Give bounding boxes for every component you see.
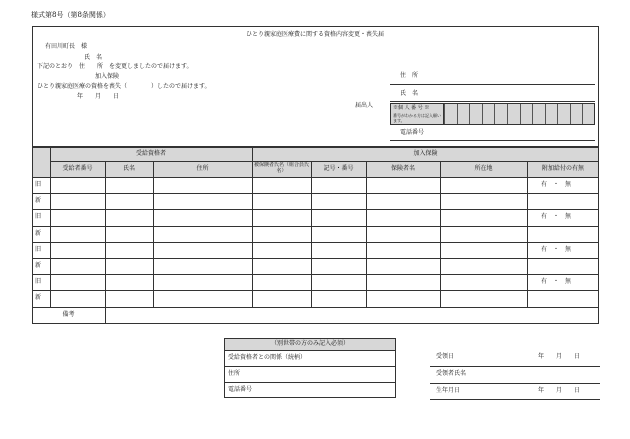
table-cell[interactable] — [440, 242, 527, 258]
form-title: ひとり親家庭医療費に関する資格内容変更・喪失届 — [245, 31, 384, 38]
phone-underline — [390, 140, 595, 141]
table-cell[interactable] — [105, 209, 153, 225]
table-cell[interactable] — [527, 226, 599, 242]
table-cell[interactable] — [252, 177, 311, 193]
table-cell[interactable] — [105, 193, 153, 209]
row-label: 旧 — [35, 245, 42, 253]
table-cell[interactable] — [252, 290, 311, 306]
row-label: 新 — [35, 262, 42, 269]
table-cell[interactable] — [153, 209, 252, 225]
table-cell[interactable] — [440, 226, 527, 242]
change-statement: 下記のとおり 住 所 を変更しましたので届けます。 — [37, 63, 193, 70]
table-cell[interactable] — [366, 242, 440, 258]
mynumber-digit-box[interactable] — [532, 104, 545, 124]
table-cell[interactable] — [105, 274, 153, 290]
table-cell[interactable] — [311, 193, 366, 209]
group-header-recipient: 受給資格者 — [135, 149, 166, 157]
table-cell[interactable] — [366, 193, 440, 209]
table-cell[interactable] — [50, 242, 105, 258]
table-cell[interactable] — [153, 242, 252, 258]
table-cell[interactable] — [50, 258, 105, 274]
remarks-field[interactable] — [105, 307, 599, 324]
table-cell[interactable] — [440, 290, 527, 306]
separate-row-field[interactable] — [224, 350, 396, 366]
address-underline — [390, 84, 595, 85]
row-label: 旧 — [35, 181, 42, 188]
table-cell[interactable] — [527, 242, 599, 258]
mynumber-digit-box[interactable] — [507, 104, 520, 124]
row-label: 旧 — [35, 213, 42, 221]
change-insurance: 加入保険 — [95, 73, 120, 80]
column-header: 所在地 — [474, 164, 493, 172]
table-cell[interactable] — [311, 226, 366, 242]
receiver-name-label: 受領者氏名 — [436, 370, 467, 377]
mynumber-digit-box[interactable] — [545, 104, 558, 124]
column-header: 保険者名 — [390, 164, 415, 172]
table-cell[interactable] — [105, 177, 153, 193]
table-cell[interactable] — [50, 226, 105, 242]
table-cell[interactable] — [311, 290, 366, 306]
table-cell[interactable] — [440, 274, 527, 290]
applicant-label: 届出人 — [355, 102, 374, 109]
table-cell[interactable] — [50, 193, 105, 209]
table-cell[interactable] — [366, 209, 440, 225]
supplementary-benefit-choice[interactable]: 有 ・ 無 — [541, 181, 572, 188]
mynumber-digit-box[interactable] — [457, 104, 470, 124]
table-cell[interactable] — [311, 242, 366, 258]
applicant-name-label: 氏 名 — [400, 90, 419, 97]
supplementary-benefit-choice[interactable]: 有 ・ 無 — [541, 278, 572, 286]
table-cell[interactable] — [153, 274, 252, 290]
table-cell[interactable] — [105, 258, 153, 274]
group-header-insurance: 加入保険 — [413, 149, 438, 157]
table-cell[interactable] — [252, 193, 311, 209]
table-cell[interactable] — [153, 258, 252, 274]
table-cell[interactable] — [252, 274, 311, 290]
table-cell[interactable] — [366, 226, 440, 242]
mynumber-digit-box[interactable] — [444, 104, 457, 124]
table-cell[interactable] — [527, 258, 599, 274]
table-cell[interactable] — [527, 209, 599, 225]
row-label: 新 — [35, 294, 42, 302]
table-cell[interactable] — [252, 242, 311, 258]
birthdate-line — [430, 399, 600, 400]
table-cell[interactable] — [527, 274, 599, 290]
name-underline — [390, 101, 595, 102]
addressee-text: 有田川町長 様 — [45, 43, 88, 50]
group-vdivider — [252, 147, 253, 161]
mynumber-digit-box[interactable] — [469, 104, 482, 124]
loss-statement: ひとり親家庭医療の資格を喪失（ ）したので届けます。 — [37, 83, 211, 90]
reception-date-label: 受領日 — [436, 353, 455, 360]
mynumber-note: 番号がわかる方は記入願います。 — [393, 113, 441, 123]
separate-row-field[interactable] — [224, 382, 396, 398]
table-cell[interactable] — [366, 177, 440, 193]
table-cell[interactable] — [105, 290, 153, 306]
column-header: 記号・番号 — [323, 164, 354, 172]
separate-title: （別世帯の方のみ記入必須） — [270, 339, 349, 347]
table-cell[interactable] — [153, 177, 252, 193]
supplementary-benefit-choice[interactable]: 有 ・ 無 — [541, 245, 572, 253]
column-header: 受給者番号 — [62, 164, 93, 172]
table-cell[interactable] — [50, 274, 105, 290]
table-cell[interactable] — [153, 290, 252, 306]
table-cell[interactable] — [311, 258, 366, 274]
table-cell[interactable] — [50, 209, 105, 225]
table-cell[interactable] — [366, 290, 440, 306]
column-header: 被保険者氏名（組合員氏名） — [253, 162, 309, 174]
table-cell[interactable] — [252, 226, 311, 242]
mynumber-digit-box[interactable] — [570, 104, 583, 124]
table-cell[interactable] — [527, 177, 599, 193]
table-cell[interactable] — [252, 209, 311, 225]
table-cell[interactable] — [311, 177, 366, 193]
supplementary-benefit-choice[interactable]: 有 ・ 無 — [541, 213, 572, 221]
table-cell[interactable] — [105, 242, 153, 258]
table-cell[interactable] — [527, 290, 599, 306]
mynumber-digit-box[interactable] — [482, 104, 495, 124]
mynumber-digit-box[interactable] — [520, 104, 533, 124]
table-cell[interactable] — [366, 258, 440, 274]
mynumber-label-cell — [391, 104, 444, 124]
table-cell[interactable] — [153, 193, 252, 209]
form-number: 様式第8号（第8条関係） — [31, 11, 110, 19]
separate-row-label: 受給資格者との関係（続柄） — [228, 354, 307, 361]
reception-date-line — [430, 366, 600, 367]
column-header: 氏名 — [122, 164, 135, 172]
row-label: 旧 — [35, 278, 42, 286]
separate-row-label: 住所 — [228, 370, 241, 377]
submission-date: 年 月 日 — [77, 93, 120, 100]
reception-date-ymd: 年 月 日 — [538, 353, 581, 360]
table-cell[interactable] — [50, 177, 105, 193]
header-name-label: 氏 名 — [84, 54, 103, 61]
row-label: 新 — [35, 229, 42, 237]
receiver-name-line — [430, 383, 600, 384]
table-cell[interactable] — [50, 290, 105, 306]
column-header: 住所 — [196, 164, 209, 172]
table-cell[interactable] — [311, 209, 366, 225]
applicant-address-label: 住 所 — [400, 72, 419, 79]
mynumber-digit-box[interactable] — [557, 104, 570, 124]
table-cell[interactable] — [440, 177, 527, 193]
row-label: 新 — [35, 197, 42, 205]
table-cell[interactable] — [440, 258, 527, 274]
remarks-label: 備考 — [62, 310, 75, 318]
table-cell[interactable] — [311, 274, 366, 290]
table-cell[interactable] — [252, 258, 311, 274]
mynumber-label: ※個 人 番 号 ※ — [393, 105, 430, 111]
table-cell[interactable] — [440, 209, 527, 225]
separate-row-line — [224, 366, 396, 367]
mynumber-digit-box[interactable] — [494, 104, 507, 124]
separate-row-line — [224, 382, 396, 383]
table-cell[interactable] — [153, 226, 252, 242]
birthdate-ymd: 年 月 日 — [538, 387, 581, 394]
table-cell[interactable] — [105, 226, 153, 242]
phone-label: 電話番号 — [400, 129, 425, 136]
mynumber-digit-box[interactable] — [582, 104, 595, 124]
birthdate-label: 生年月日 — [436, 387, 461, 394]
table-cell[interactable] — [366, 274, 440, 290]
table-cell[interactable] — [527, 193, 599, 209]
separate-row-label: 電話番号 — [228, 386, 253, 393]
separate-row-field[interactable] — [224, 366, 396, 382]
table-cell[interactable] — [440, 193, 527, 209]
column-header: 附加給付の有無 — [541, 164, 584, 172]
